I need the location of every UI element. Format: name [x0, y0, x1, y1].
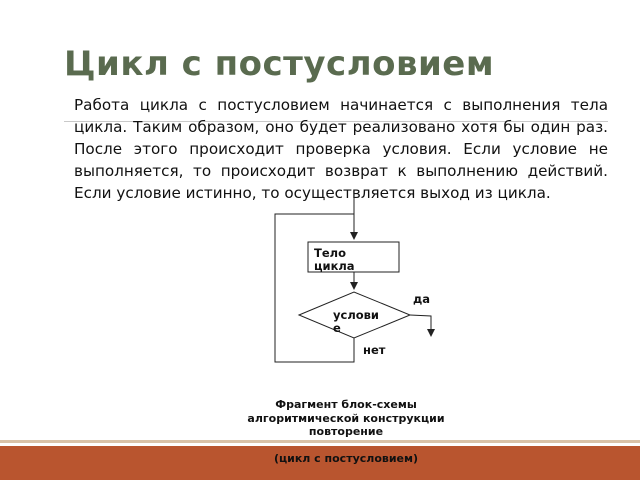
- yes-branch-line: [410, 315, 431, 336]
- yes-label: да: [413, 292, 431, 306]
- body-block-label: Тело цикла: [314, 246, 355, 273]
- condition-label: условие: [333, 308, 379, 335]
- slide-title: Цикл с постусловием: [64, 44, 495, 84]
- figure-caption: Фрагмент блок-схемы алгоритмической конструкции повторение: [247, 398, 445, 438]
- no-label: нет: [363, 343, 386, 357]
- loop-back-line: [275, 214, 354, 362]
- figure-caption-sub: (цикл с постусловием): [273, 452, 419, 465]
- body-paragraph: Работа цикла с постусловием начинается с выполнения тела цикла. Таким образом, оно будет реализовано хотя бы один раз. После этого происходит проверка условия. Если условие не выполняется, то происходит возврат к выполнению действий. Если условие истинно, то осуществляется выход из цикла.: [74, 96, 608, 202]
- footer-thin-stripe: [0, 440, 640, 443]
